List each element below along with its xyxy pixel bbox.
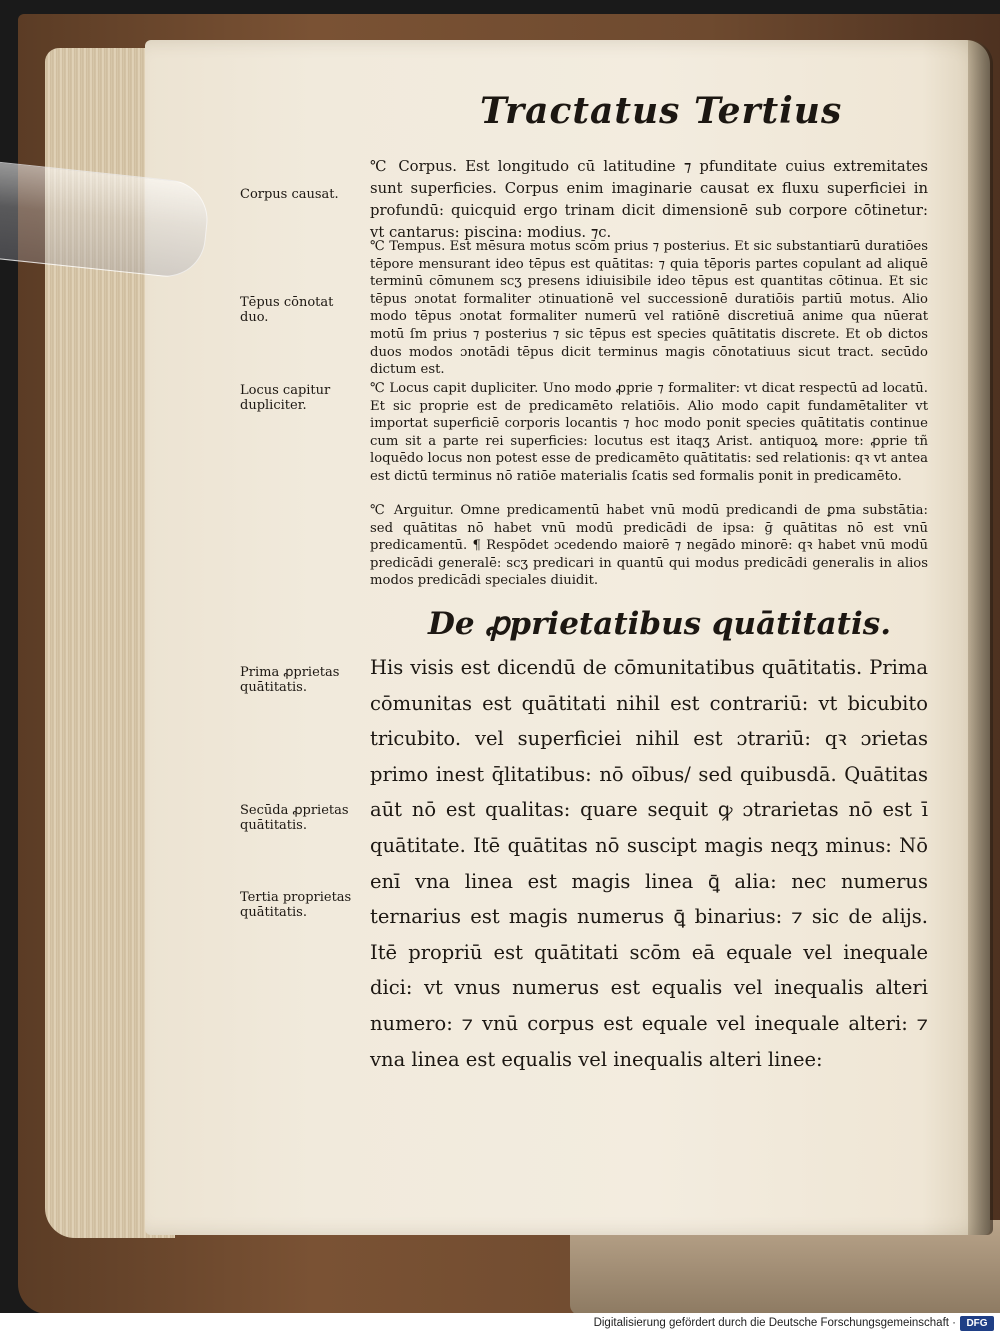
margin-note-secunda: Secūda ꝓprietas quātitatis. — [240, 803, 349, 833]
margin-note-tempus: Tēpus cōnotat duo. — [240, 295, 334, 325]
margin-note-corpus: Corpus causat. — [240, 187, 339, 202]
paragraph-locus — [370, 380, 928, 486]
paragraph-arguitur — [370, 502, 928, 590]
paragraph-text: ℃ Locus capit dupliciter. Uno modo ꝓprie ⁊ formaliter: vt dicat respectū ad locatū. Et sic proprie est de predicamēto relatiōis. Alio modo capit fundamētaliter vt importat superficiē corporis locantis ⁊ hoc modo ponit species quātitatis continue cum sit a parte rei superficies: locutus est itaqʒ Arist. antiquoꝝ more: ꝓprie tñ loquēdo locus non potest esse de predicamēto quātitatis: sed relationis: qꝛ vt antea est dictū terminus nō ratiōe materialis ſcatis sed formalis ponit in predicamēto. — [370, 381, 928, 484]
footer-bar — [0, 1313, 1000, 1335]
page-gutter — [968, 40, 993, 1235]
footer-credit: Digitalisierung gefördert durch die Deutsche Forschungsgemeinschaft · — [593, 1317, 956, 1329]
paragraph-text: ℃ Arguitur. Omne predicamentū habet vnū modū predicandi de ꝑma substātia: sed quātitas nō habet vnū modū predicādi de ipsa: ḡ quātitas nō est vnū predicamentū. ¶ Respōdet ɔcedendo maiorē ⁊ negādo minorē: qꝛ habet vnū modū predicādi generalē: scʒ predicari in quantū qui modus predicādi generalis in alios modos predicādi speciales diuidit. — [370, 503, 928, 589]
paragraph-corpus — [370, 156, 928, 244]
paragraph-tempus — [370, 238, 928, 379]
paragraph-text: ℃ Corpus. Est longitudo cū latitudine ⁊ pfunditate cuius extremitates sunt superficies. Corpus enim imaginarie causat ex fluxu superficiei in profundū: quicquid ergo trinam dicit dimensionē sub corpore cōtinetur: vt cantarus: piscina: modius. ⁊c. — [370, 158, 928, 241]
dfg-logo: DFG — [960, 1316, 994, 1331]
margin-note-prima: Prima ꝓprietas quātitatis. — [240, 665, 340, 695]
section-heading: De ꝓprietatibus quātitatis. — [428, 606, 892, 642]
section-text: His visis est dicendū de cōmunitatibus quātitatis. Prima cōmunitas est quātitati nihil est contrariū: vt bicubito tricubito. vel superficiei nihil est ɔtrariū: qꝛ ɔrietas primo inest q̄litatibus: nō oībus/ sed quibusdā. Quātitas aūt nō est qualitas: quare sequit ꝙ ɔtrarietas nō est ī quātitate. Itē quātitas nō suscipt magis neqʒ minus: Nō enī vna linea est magis linea ꝗ̄ alia: nec numerus ternarius est magis numerus ꝗ̄ binarius: ⁊ sic de alijs. Itē propriū est quātitati scōm eā equale vel inequale dici: vt vnus numerus est equalis vel inequalis alteri numero: ⁊ vnū corpus est equale vel inequale alteri: ⁊ vna linea est equalis vel inequalis alteri linee: — [370, 656, 928, 1071]
margin-note-locus: Locus capitur dupliciter. — [240, 383, 331, 413]
paragraph-text: ℃ Tempus. Est mēsura motus scōm prius ⁊ posterius. Et sic substantiarū duratiōes tēpore mensurant ideo tēpus est quātitas: ⁊ quia tēporis partes copulant ad aliquē terminū cōmunem scʒ presens idiuisibile ideo tēpus est quantitas cōtinua. Et sic tēpus ɔnotat formaliter ɔtinuationē vel successionē duratiōis partiū motus. Alio modo tēpus ɔnotat formaliter numerū vel ratiōnē discretiuā anime qua nūerat motū ſm prius ⁊ posterius ⁊ sic tēpus est species quātitatis discrete. Et ob dictos duos modos ɔnotādi tēpus dicit terminus magis cōnotatiuus sicut tract. secūdo dictum est. — [370, 239, 928, 378]
running-title: Tractatus Tertius — [480, 90, 843, 132]
margin-note-tertia: Tertia proprietas quātitatis. — [240, 890, 352, 920]
section-body — [370, 650, 928, 1077]
